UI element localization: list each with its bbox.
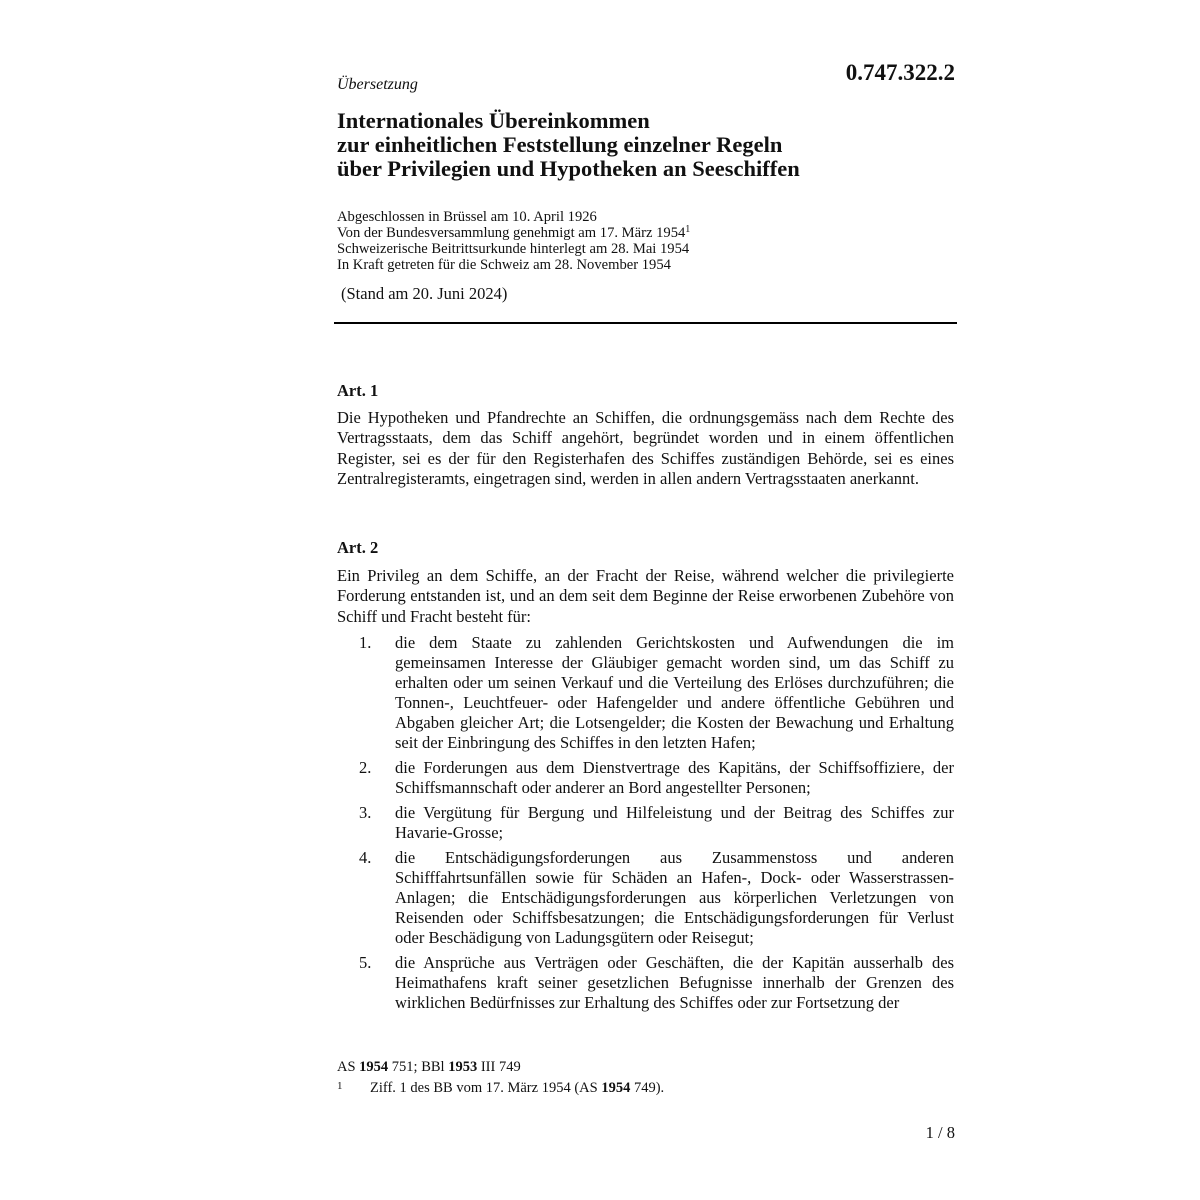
source-year: 1953 <box>448 1059 478 1075</box>
page-number: 1 / 8 <box>925 1123 955 1142</box>
list-item-text: die Entschädigungsforderungen aus Zusammenstoss und anderen Schifffahrtsunfällen sowie für Schäden an Hafen-, Dock- oder Wasserstrassen-Anlagen; die Entschädigungsforderungen aus körperlichen Verletzungen von Reisenden oder Schiffsbesatzungen; die Entschädigungsforderungen für Verlust oder Beschädigung von Ladungsgütern oder Reisegut; <box>395 848 954 947</box>
list-item-number: 3. <box>359 803 372 822</box>
source-prefix: AS <box>337 1059 360 1075</box>
list-item-text: die Vergütung für Bergung und Hilfeleistung und der Beitrag des Schiffes zur Havarie-Grosse; <box>395 803 954 842</box>
source-reference <box>337 1058 664 1077</box>
title-line: Internationales Übereinkommen <box>337 108 650 133</box>
document-title <box>337 109 957 181</box>
list-item <box>337 758 954 798</box>
footnote-text: Ziff. 1 des BB vom 17. März 1954 (AS <box>370 1080 602 1096</box>
sr-number: 0.747.322.2 <box>845 60 955 85</box>
approved-text: Von der Bundesversammlung genehmigt am 17. März 1954 <box>337 225 686 241</box>
list-item-number: 2. <box>359 758 372 777</box>
source-suffix: III 749 <box>477 1059 521 1075</box>
footnote-ref[interactable]: 1 <box>685 224 691 235</box>
footnote-number: 1 <box>337 1080 343 1092</box>
translation-note: Übersetzung <box>337 76 418 93</box>
header-divider <box>334 322 957 324</box>
status-date: (Stand am 20. Juni 2024) <box>341 284 508 303</box>
source-mid: 751; BBl <box>388 1059 449 1075</box>
approved-line <box>337 225 690 241</box>
source-year: 1954 <box>359 1059 389 1075</box>
list-item <box>337 803 954 843</box>
article-1-text: Die Hypotheken und Pfandrechte an Schiffen, die ordnungsgemäss nach dem Rechte des Vertragsstaats, dem das Schiff angehört, begründet worden und in einem öffentlichen Register, sei es der für den Registerhafen des Schiffes zuständigen Behörde, sei es eines Zentralregisteramts, eingetragen sind, werden in allen andern Vertragsstaaten anerkannt. <box>337 408 954 488</box>
list-item-text: die Forderungen aus dem Dienstvertrage des Kapitäns, der Schiffsoffiziere, der Schiffsmannschaft oder anderer an Bord angestellter Personen; <box>395 758 954 797</box>
deposited-line: Schweizerische Beitrittsurkunde hinterlegt am 28. Mai 1954 <box>337 241 690 257</box>
list-item <box>337 953 954 1013</box>
list-item-text: die dem Staate zu zahlenden Gerichtskosten und Aufwendungen die im gemeinsamen Interesse der Gläubiger gemacht worden sind, um das Schiff zu erhalten oder um seinen Verkauf und die Verteilung des Erlöses durchzuführen; die Tonnen-, Leuchtfeuer- oder Hafengelder und andere öffentliche Gebühren und Abgaben gleicher Art; die Lotsengelder; die Kosten der Bewachung und Erhaltung seit der Einbringung des Schiffes in den letzten Hafen; <box>395 633 954 752</box>
footnotes <box>337 1058 664 1098</box>
list-item-number: 1. <box>359 633 372 652</box>
footnote-year: 1954 <box>601 1080 631 1096</box>
footnote-suffix: 749). <box>630 1080 665 1096</box>
title-line: zur einheitlichen Feststellung einzelner Regeln <box>337 132 783 157</box>
footnote-1 <box>337 1077 664 1098</box>
article-2-heading: Art. 2 <box>337 538 379 557</box>
list-item <box>337 633 954 753</box>
article-2-intro: Ein Privileg an dem Schiffe, an der Fracht der Reise, während welcher die privilegierte Forderung entstanden ist, und an dem seit dem Beginne der Reise erworbenen Zubehöre von Schiff und Fracht besteht für: <box>337 566 954 626</box>
list-item-text: die Ansprüche aus Verträgen oder Geschäften, die der Kapitän ausserhalb des Heimathafens kraft seiner gesetzlichen Befugnisse innerhalb der Grenzen des wirklichen Bedürfnisses zur Erhaltung des Schiffes oder zur Fortsetzung der <box>395 953 954 1012</box>
document-metadata <box>337 209 690 273</box>
article-1-heading: Art. 1 <box>337 381 379 400</box>
list-item-number: 5. <box>359 953 372 972</box>
in-force-line: In Kraft getreten für die Schweiz am 28. November 1954 <box>337 257 671 273</box>
concluded-line: Abgeschlossen in Brüssel am 10. April 1926 <box>337 209 597 225</box>
list-item <box>337 848 954 948</box>
list-item-number: 4. <box>359 848 372 867</box>
article-2-list <box>337 633 954 1018</box>
title-line: über Privilegien und Hypotheken an Seeschiffen <box>337 156 800 181</box>
